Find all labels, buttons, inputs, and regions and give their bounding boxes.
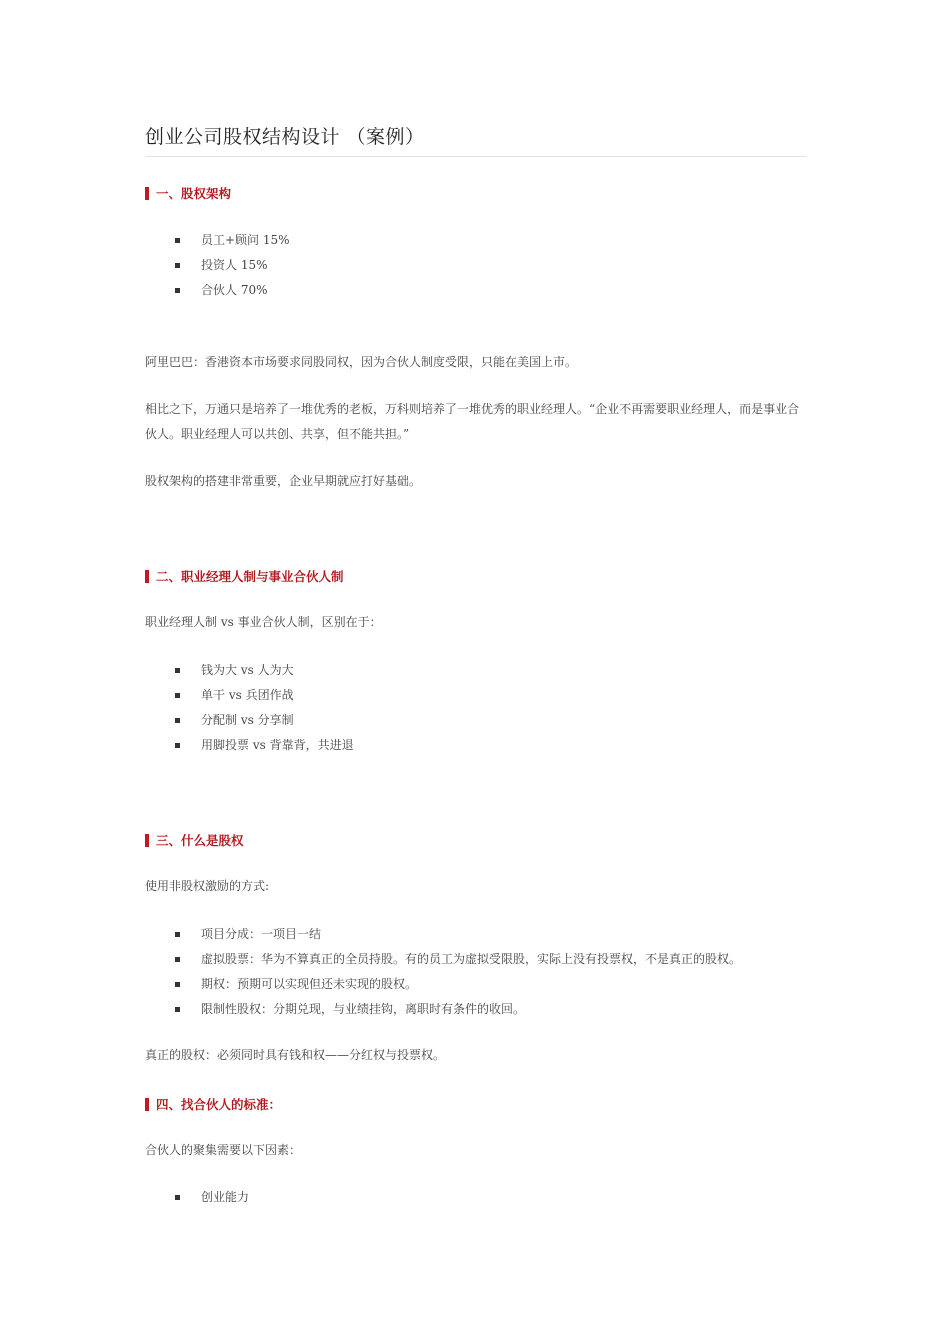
heading-marker xyxy=(145,1098,149,1111)
list-item: 用脚投票 vs 背靠背，共进退 xyxy=(173,733,354,758)
list-item: 钱为大 vs 人为大 xyxy=(173,658,354,683)
paragraph: 股权架构的搭建非常重要，企业早期就应打好基础。 xyxy=(145,474,422,488)
bullet-icon xyxy=(175,263,180,268)
paragraph: 职业经理人制 vs 事业合伙人制，区别在于： xyxy=(145,615,382,629)
heading-marker xyxy=(145,570,149,583)
paragraph: 相比之下，万通只是培养了一堆优秀的老板，万科则培养了一堆优秀的职业经理人。“企业不再需要职业经理人，而是事业合伙人。职业经理人可以共创、共享，但不能共担。” xyxy=(145,402,800,441)
equity-structure-list xyxy=(173,228,290,303)
paragraph: 使用非股权激励的方式: xyxy=(145,879,270,893)
list-item: 期权：预期可以实现但还未实现的股权。 xyxy=(173,972,741,997)
bullet-icon xyxy=(175,668,180,673)
list-item: 员工+顾问 15% xyxy=(173,228,290,253)
bullet-icon xyxy=(175,982,180,987)
comparison-list xyxy=(173,658,354,758)
section-heading-3 xyxy=(145,831,244,849)
bullet-icon xyxy=(175,1007,180,1012)
list-item: 投资人 15% xyxy=(173,253,290,278)
list-item: 虚拟股票：华为不算真正的全员持股。有的员工为虚拟受限股，实际上没有投票权，不是真正的股权。 xyxy=(173,947,741,972)
section-heading-1 xyxy=(145,184,231,202)
list-item: 单干 vs 兵团作战 xyxy=(173,683,354,708)
incentive-list xyxy=(173,922,741,1022)
bullet-icon xyxy=(175,238,180,243)
list-item: 合伙人 70% xyxy=(173,278,290,303)
section-heading-2 xyxy=(145,567,344,585)
bullet-icon xyxy=(175,693,180,698)
section-heading-text: 四、找合伙人的标准： xyxy=(156,1097,282,1112)
paragraph: 合伙人的聚集需要以下因素： xyxy=(145,1143,302,1157)
title-divider xyxy=(145,156,807,157)
list-item: 分配制 vs 分享制 xyxy=(173,708,354,733)
section-heading-text: 一、股权架构 xyxy=(156,186,232,201)
section-heading-text: 二、职业经理人制与事业合伙人制 xyxy=(156,569,344,584)
bullet-icon xyxy=(175,1195,180,1200)
heading-marker xyxy=(145,834,149,847)
bullet-icon xyxy=(175,743,180,748)
paragraph: 真正的股权：必须同时具有钱和权——分红权与投票权。 xyxy=(145,1048,446,1062)
bullet-icon xyxy=(175,288,180,293)
section-heading-text: 三、什么是股权 xyxy=(156,833,244,848)
list-item: 限制性股权：分期兑现，与业绩挂钩，离职时有条件的收回。 xyxy=(173,997,741,1022)
paragraph: 阿里巴巴：香港资本市场要求同股同权，因为合伙人制度受限，只能在美国上市。 xyxy=(145,355,578,369)
list-item: 项目分成：一项目一结 xyxy=(173,922,741,947)
page-title: 创业公司股权结构设计 （案例） xyxy=(145,126,425,148)
list-item: 创业能力 xyxy=(173,1185,249,1210)
bullet-icon xyxy=(175,718,180,723)
heading-marker xyxy=(145,187,149,200)
bullet-icon xyxy=(175,932,180,937)
section-heading-4 xyxy=(145,1095,281,1113)
bullet-icon xyxy=(175,957,180,962)
partner-criteria-list xyxy=(173,1185,249,1210)
